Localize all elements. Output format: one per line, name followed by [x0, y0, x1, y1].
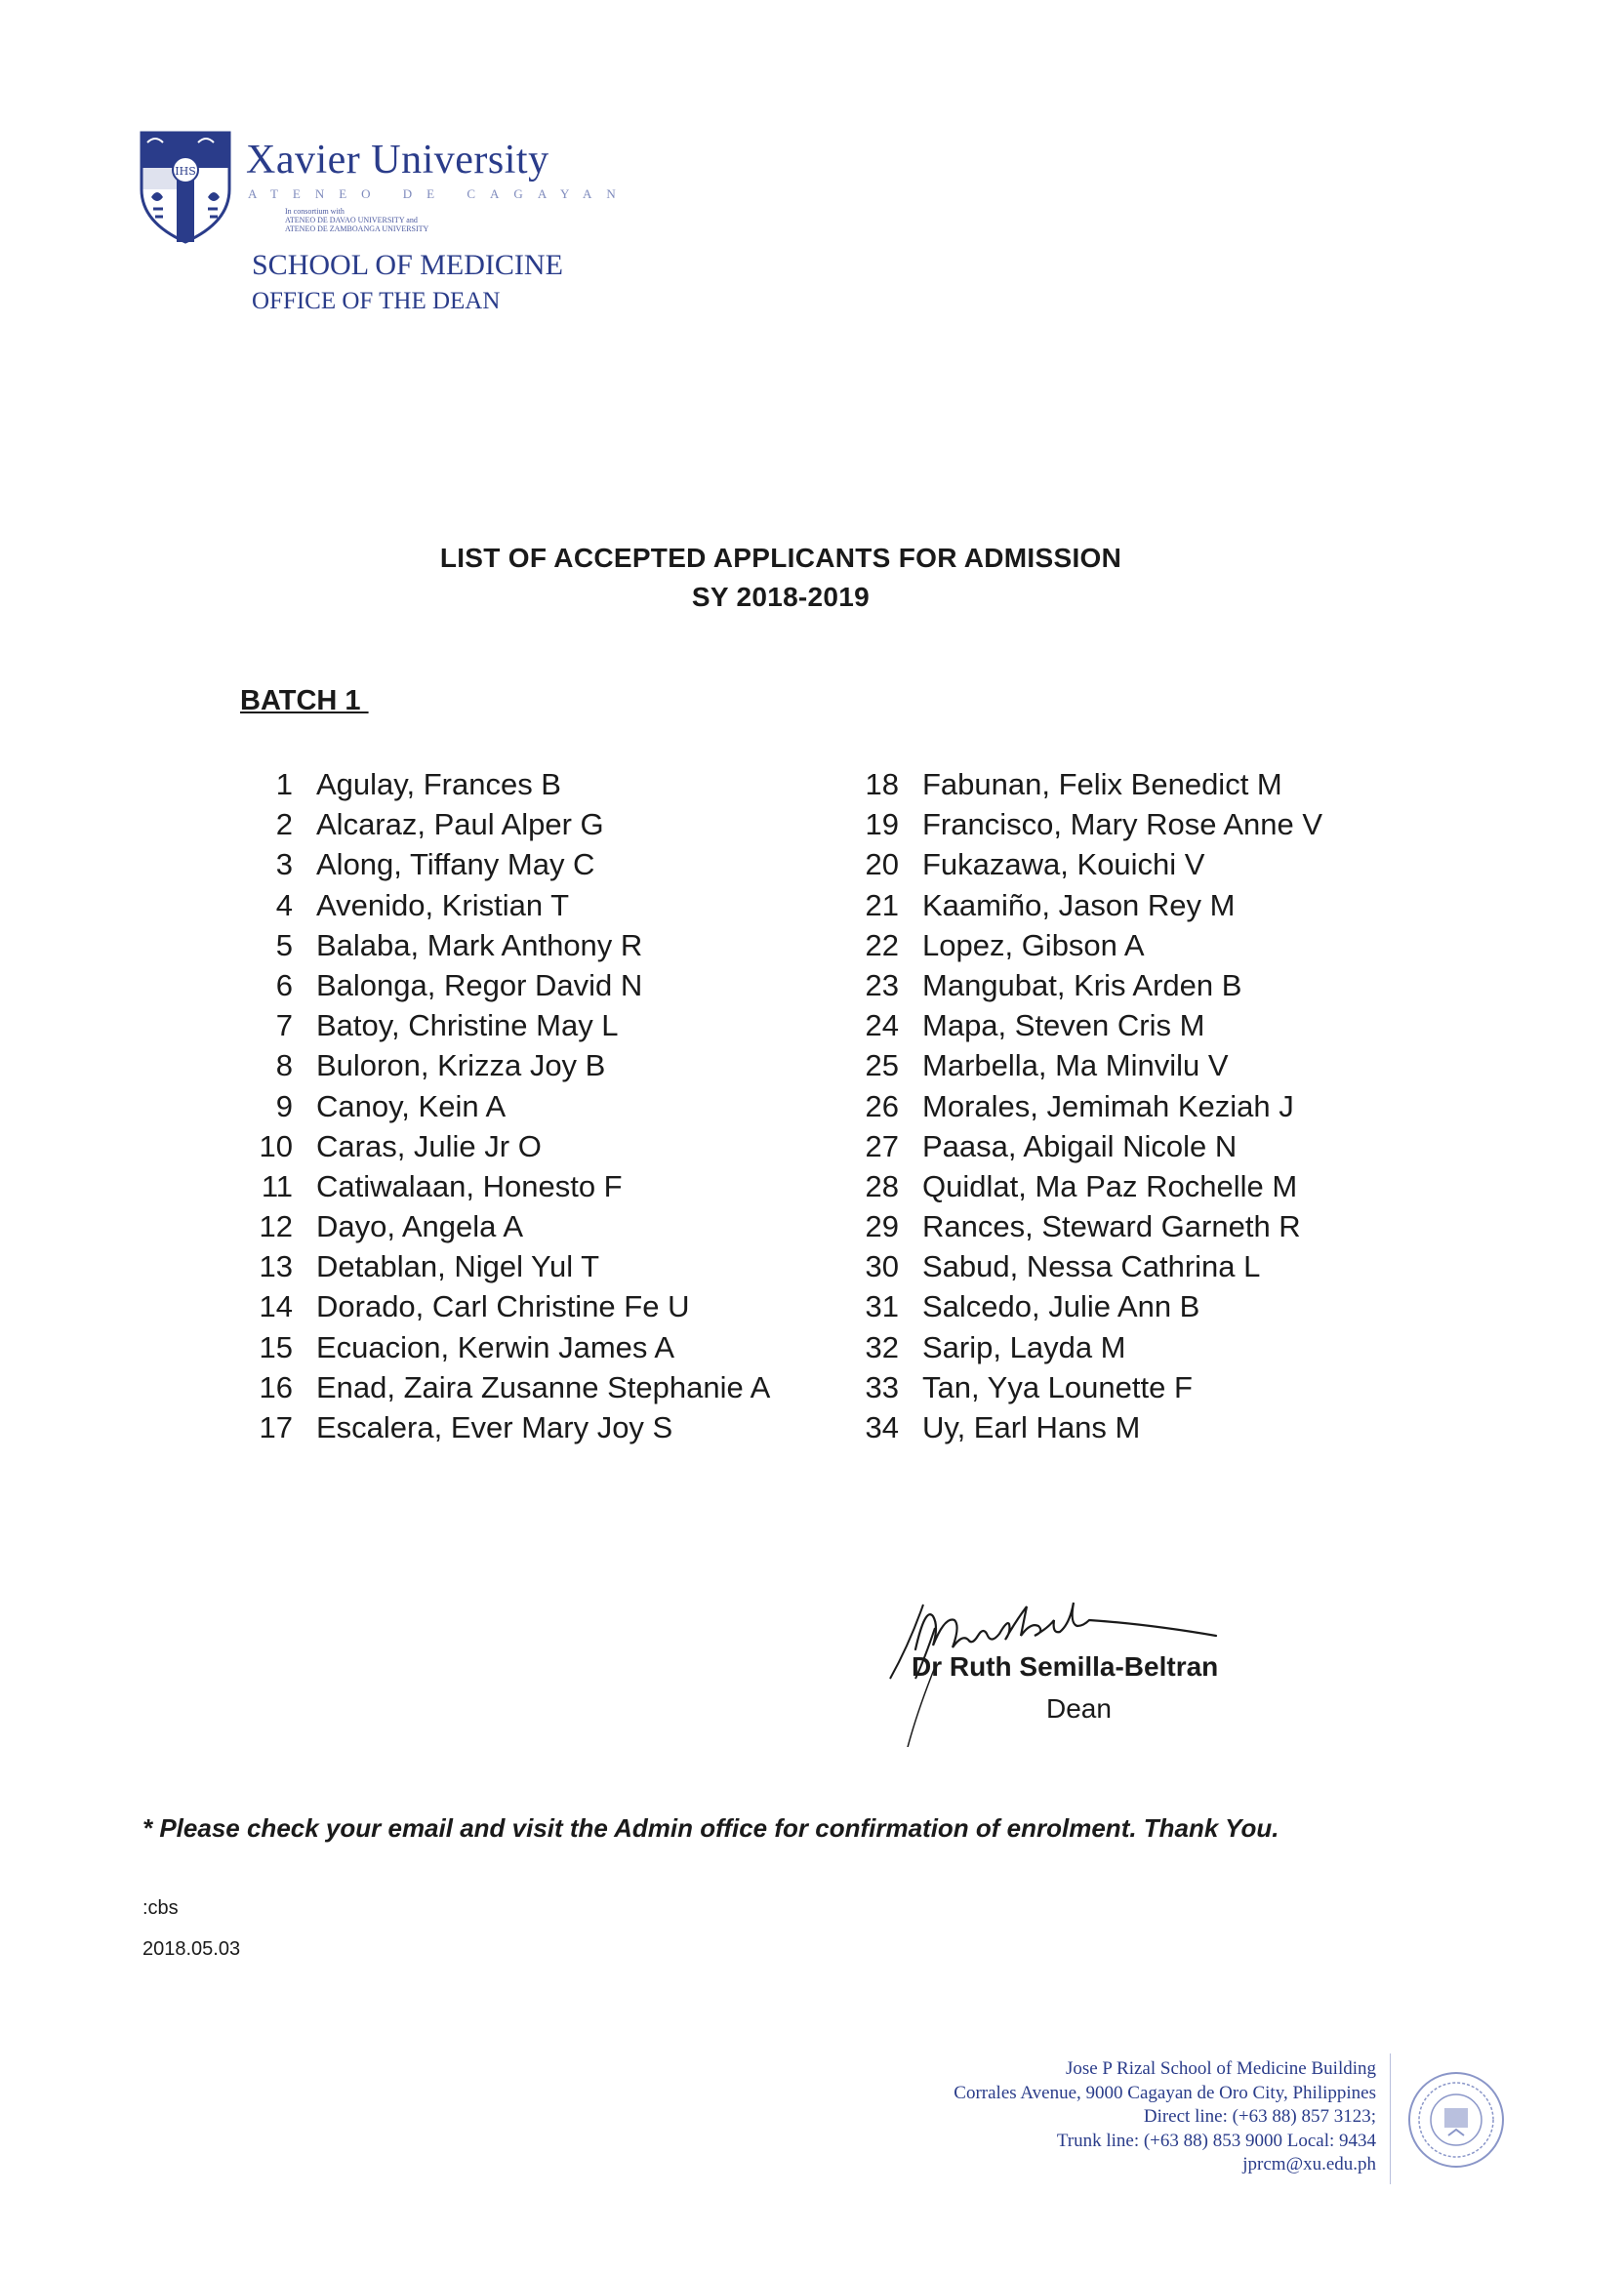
- list-item: [856, 928, 1322, 968]
- signatory-title: Dean: [1046, 1693, 1112, 1724]
- applicant-number: 12: [259, 1209, 293, 1244]
- applicant-number: 5: [275, 927, 293, 962]
- list-item: [856, 847, 1322, 887]
- applicant-name: Detablan, Nigel Yul T: [316, 1249, 600, 1284]
- list-item: [252, 1289, 770, 1329]
- applicant-number: 4: [275, 887, 293, 922]
- list-item: [252, 968, 770, 1008]
- applicant-name: Rances, Steward Garneth R: [922, 1209, 1301, 1244]
- applicant-number: 2: [275, 807, 293, 842]
- list-item: [856, 807, 1322, 847]
- applicant-name: Mapa, Steven Cris M: [922, 1008, 1205, 1043]
- applicant-name: Marbella, Ma Minvilu V: [922, 1048, 1229, 1083]
- applicant-name: Fukazawa, Kouichi V: [922, 847, 1205, 882]
- applicant-name: Kaamiño, Jason Rey M: [922, 887, 1236, 922]
- list-item: [252, 928, 770, 968]
- applicant-number: 13: [259, 1249, 293, 1284]
- list-item: [252, 1249, 770, 1289]
- batch-heading: BATCH 1: [240, 685, 369, 716]
- applicant-name: Ecuacion, Kerwin James A: [316, 1329, 675, 1364]
- applicant-list-right: [856, 767, 1322, 1450]
- applicant-number: 21: [865, 887, 899, 922]
- list-item: [252, 1330, 770, 1370]
- applicant-number: 23: [865, 967, 899, 1002]
- applicant-name: Tan, Yya Lounette F: [922, 1369, 1193, 1404]
- signatory-name: Dr Ruth Semilla-Beltran: [912, 1651, 1219, 1682]
- list-item: [252, 888, 770, 928]
- applicant-name: Salcedo, Julie Ann B: [922, 1289, 1200, 1324]
- list-item: [856, 1249, 1322, 1289]
- list-item: [856, 1169, 1322, 1209]
- applicant-number: 25: [865, 1048, 899, 1083]
- applicant-name: Mangubat, Kris Arden B: [922, 967, 1242, 1002]
- address-line: Jose P Rizal School of Medicine Building: [1065, 2058, 1376, 2079]
- list-item: [856, 1089, 1322, 1129]
- applicant-name: Uy, Earl Hans M: [922, 1410, 1141, 1444]
- list-item: [252, 1008, 770, 1048]
- list-item: [252, 847, 770, 887]
- list-item: [856, 1289, 1322, 1329]
- office-name: OFFICE OF THE DEAN: [252, 288, 501, 314]
- list-item: [856, 1129, 1322, 1169]
- address-line: Trunk line: (+63 88) 853 9000 Local: 9434: [1056, 2130, 1376, 2151]
- applicant-name: Francisco, Mary Rose Anne V: [922, 807, 1323, 842]
- applicant-name: Agulay, Frances B: [316, 767, 561, 801]
- list-item: [252, 1410, 770, 1450]
- applicant-number: 1: [275, 767, 293, 801]
- applicant-number: 27: [865, 1128, 899, 1163]
- applicant-number: 19: [865, 807, 899, 842]
- applicant-number: 30: [865, 1249, 899, 1284]
- list-item: [252, 807, 770, 847]
- applicant-number: 18: [865, 767, 899, 801]
- list-item: [856, 888, 1322, 928]
- applicant-number: 34: [865, 1410, 899, 1444]
- applicant-number: 3: [275, 847, 293, 882]
- school-year: SY 2018-2019: [691, 582, 871, 612]
- applicant-name: Morales, Jemimah Keziah J: [922, 1088, 1294, 1123]
- list-item: [252, 1089, 770, 1129]
- list-item: [252, 1209, 770, 1249]
- applicant-name: Quidlat, Ma Paz Rochelle M: [922, 1168, 1298, 1203]
- typist-initials: :cbs: [142, 1897, 179, 1919]
- applicant-number: 8: [275, 1048, 293, 1083]
- applicant-number: 9: [275, 1088, 293, 1123]
- applicant-number: 15: [259, 1329, 293, 1364]
- list-item: [856, 1209, 1322, 1249]
- document-date: 2018.05.03: [142, 1938, 241, 1960]
- list-item: [252, 1370, 770, 1410]
- applicant-list-left: [252, 767, 770, 1450]
- list-item: [856, 767, 1322, 807]
- university-name: Xavier University: [246, 138, 549, 183]
- applicant-name: Dayo, Angela A: [316, 1209, 523, 1244]
- applicant-number: 10: [259, 1128, 293, 1163]
- applicant-number: 22: [865, 927, 899, 962]
- applicant-name: Along, Tiffany May C: [316, 847, 595, 882]
- applicant-name: Sarip, Layda M: [922, 1329, 1126, 1364]
- applicant-number: 20: [865, 847, 899, 882]
- applicant-name: Alcaraz, Paul Alper G: [316, 807, 604, 842]
- consortium-line: ATENEO DE DAVAO UNIVERSITY and: [285, 216, 418, 224]
- applicant-name: Catiwalaan, Honesto F: [316, 1168, 623, 1203]
- list-item: [252, 1169, 770, 1209]
- applicant-name: Balonga, Regor David N: [316, 967, 643, 1002]
- applicant-number: 26: [865, 1088, 899, 1123]
- applicant-name: Enad, Zaira Zusanne Stephanie A: [316, 1369, 771, 1404]
- applicant-name: Buloron, Krizza Joy B: [316, 1048, 606, 1083]
- list-item: [252, 1048, 770, 1088]
- applicant-number: 6: [275, 967, 293, 1002]
- applicant-number: 29: [865, 1209, 899, 1244]
- school-seal-icon: [1405, 2069, 1507, 2171]
- applicant-name: Paasa, Abigail Nicole N: [922, 1128, 1238, 1163]
- applicant-name: Sabud, Nessa Cathrina L: [922, 1249, 1261, 1284]
- consortium-note: [285, 207, 428, 233]
- list-item: [856, 1370, 1322, 1410]
- applicant-name: Avenido, Kristian T: [316, 887, 570, 922]
- applicant-number: 7: [275, 1008, 293, 1043]
- list-item: [856, 1008, 1322, 1048]
- consortium-line: In consortium with: [285, 207, 345, 216]
- applicant-number: 24: [865, 1008, 899, 1043]
- list-item: [856, 968, 1322, 1008]
- footer-address: [954, 2057, 1376, 2177]
- document-title: LIST OF ACCEPTED APPLICANTS FOR ADMISSION: [439, 543, 1122, 573]
- address-line: Corrales Avenue, 9000 Cagayan de Oro City, Philippines: [954, 2082, 1376, 2103]
- confirmation-note: * Please check your email and visit the Admin office for confirmation of enrolment. Thank You.: [142, 1813, 1279, 1843]
- email-line: jprcm@xu.edu.ph: [1242, 2154, 1376, 2174]
- applicant-name: Dorado, Carl Christine Fe U: [316, 1289, 690, 1324]
- applicant-number: 11: [261, 1168, 293, 1203]
- applicant-name: Balaba, Mark Anthony R: [316, 927, 643, 962]
- applicant-number: 17: [259, 1410, 293, 1444]
- consortium-line: ATENEO DE ZAMBOANGA UNIVERSITY: [285, 224, 429, 233]
- applicant-number: 32: [865, 1329, 899, 1364]
- university-crest-icon: [138, 129, 233, 246]
- list-item: [856, 1410, 1322, 1450]
- list-item: [856, 1048, 1322, 1088]
- list-item: [252, 767, 770, 807]
- applicant-name: Batoy, Christine May L: [316, 1008, 619, 1043]
- university-subtitle: ATENEO DE CAGAYAN: [248, 186, 630, 201]
- applicant-number: 31: [865, 1289, 899, 1324]
- list-item: [252, 1129, 770, 1169]
- applicant-name: Canoy, Kein A: [316, 1088, 507, 1123]
- applicant-name: Caras, Julie Jr O: [316, 1128, 542, 1163]
- school-name: SCHOOL OF MEDICINE: [252, 249, 563, 281]
- applicant-number: 33: [865, 1369, 899, 1404]
- applicant-number: 16: [259, 1369, 293, 1404]
- list-item: [856, 1330, 1322, 1370]
- footer-divider: [1390, 2053, 1391, 2184]
- applicant-number: 14: [259, 1289, 293, 1324]
- svg-text:IHS: IHS: [175, 165, 196, 178]
- applicant-name: Lopez, Gibson A: [922, 927, 1145, 962]
- address-line: Direct line: (+63 88) 857 3123;: [1143, 2106, 1376, 2127]
- applicant-name: Escalera, Ever Mary Joy S: [316, 1410, 673, 1444]
- applicant-name: Fabunan, Felix Benedict M: [922, 767, 1282, 801]
- applicant-number: 28: [865, 1168, 899, 1203]
